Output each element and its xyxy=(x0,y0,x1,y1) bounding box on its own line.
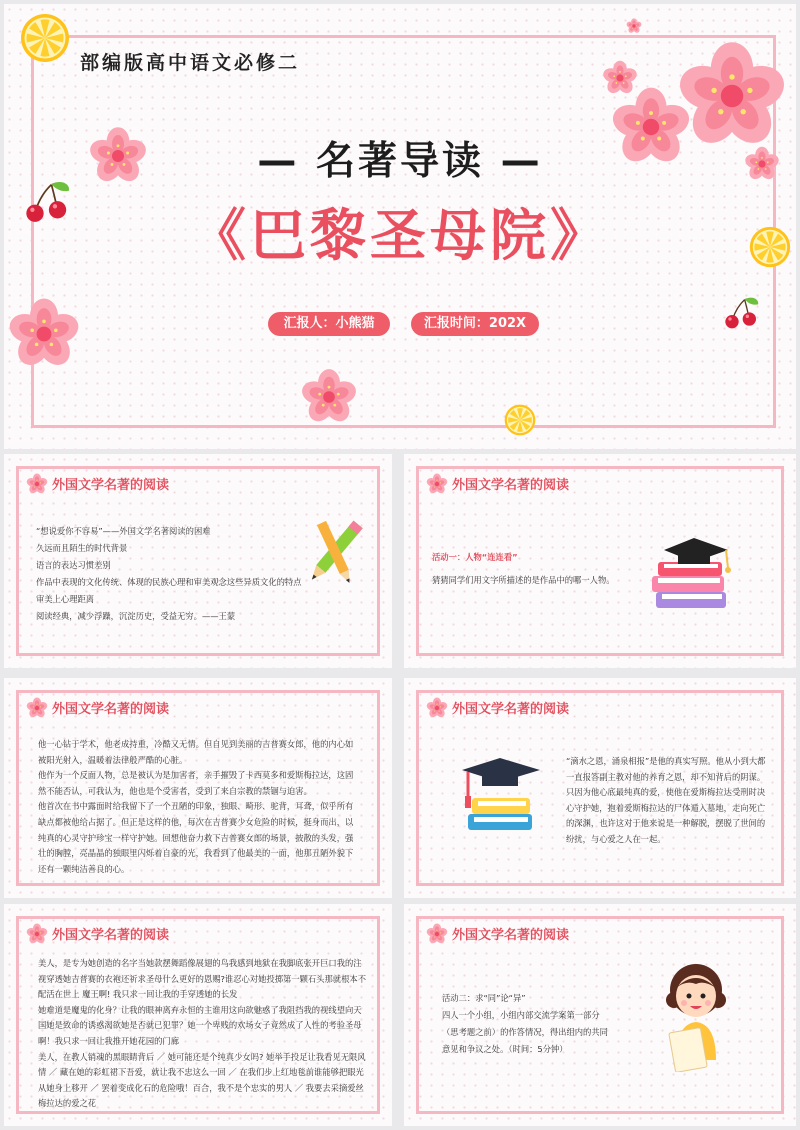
paragraph: 他一心钻于学术，他老成持重，冷酷又无情。但自见到美丽的吉普赛女郎，他的内心如被阳光射入，温暖着法律般严酷的心脏。 xyxy=(38,739,354,765)
list-item: 意见和争议之处。（时间：5分钟） xyxy=(442,1044,568,1054)
flower-icon xyxy=(26,473,48,495)
slide-title: 外国文学名著的阅读 xyxy=(452,478,570,493)
list-item: 四人一个小组，小组内部交流学案第一部分 xyxy=(442,1010,600,1020)
paragraph: 她难道是魔鬼的化身？让我的眼神离弃永恒的主谁用这向欲魅惑了我阻挡我的视线望向天国她是致命的诱惑渴欲她是否就已犯罪？她一个卑贱的欢场女子竟然成了人性的考验圣母啊！我只求一回让我推开她花园的门廊 xyxy=(38,1004,362,1046)
books-graduation-cap-icon xyxy=(460,756,544,838)
lemon-slice-icon xyxy=(504,404,536,436)
list-item: 语言的表达习惯差别 xyxy=(36,560,111,570)
paragraph: 美人，是专为她创造的名字当她款摆舞蹈像展翅的鸟我感到地狱在我脚底张开巨口我的注视穿透她吉普赛的衣袍还祈求圣母什么更好的恩赐?谁忍心对她投掷第一颗石头那就根本不配活在世上 魔王啊! 我只求一回让我的手穿透她的长发 xyxy=(38,958,366,1000)
flower-icon xyxy=(602,60,638,96)
books-graduation-cap-icon xyxy=(648,534,748,618)
flower-icon xyxy=(300,368,358,426)
slide-title: 外国文学名著的阅读 xyxy=(52,702,170,717)
flower-icon xyxy=(426,923,448,945)
cherry-icon xyxy=(722,296,762,330)
subject-heading: 部编版高中语文必修二 xyxy=(80,52,301,74)
lemon-slice-icon xyxy=(20,13,70,63)
list-item: 久远而且陌生的时代背景 xyxy=(36,543,128,553)
cover-title: — 名著导读 — xyxy=(257,139,543,184)
activity-label: 活动一：人物“连连看” xyxy=(432,552,518,562)
slide-title: 外国文学名著的阅读 xyxy=(452,702,570,717)
girl-reading-icon xyxy=(664,960,728,1072)
slide-title: 外国文学名著的阅读 xyxy=(52,928,170,943)
flower-icon xyxy=(7,297,81,371)
time-tag: 汇报时间：202X xyxy=(411,312,539,336)
flower-icon xyxy=(26,697,48,719)
cover-slide xyxy=(4,4,796,449)
activity-two-text xyxy=(442,990,662,1058)
list-item: “想说爱你不容易”——外国文学名著阅读的困难 xyxy=(36,526,211,536)
paragraph: 美人，在教人销魂的黑眼睛背后 ／ 她可能还是个纯真少女吗? 她举手投足让我看见无限风情 ／ 藏在她的彩虹裙下吾爱，就让我不忠这么一回 ／ 在我们步上红地毯前谁能够把眼光从她身上移开 ／ 罢着变成化石的危险哦！百合，我不是个忠实的男人 ／ 我要去采摘爱丝梅拉达的爱之花 xyxy=(38,1051,366,1109)
paragraph: 他作为一个反面人物，总是被认为是加害者，亲手摧毁了卡西莫多和爱斯梅拉达，这固然不能否认，可我认为，他也是个受害者，受到了来自宗教的禁锢与迫害。 xyxy=(38,770,354,796)
flower-icon xyxy=(26,923,48,945)
analysis-text xyxy=(38,737,358,877)
slide-quasimodo xyxy=(404,678,796,898)
lyrics-text xyxy=(38,956,366,1112)
reporter-tag: 汇报人：小熊猫 xyxy=(268,312,390,336)
slide-activity-two xyxy=(404,904,796,1126)
quasimodo-text: “滴水之恩，涌泉相报”是他的真实写照。他从小到大都一直报答副主教对他的养育之恩，却不知背后的阴谋。只因为他心底最纯真的爱，使他在爱斯梅拉达受刑时决心守护她，抱着爱斯梅拉达的尸体遁入墓地，走向死亡的深渊，也许这对于他来说是一种解脱，摆脱了世间的纷扰，与心爱之人在一起。 xyxy=(566,756,766,844)
slide-title: 外国文学名著的阅读 xyxy=(452,928,570,943)
flower-icon xyxy=(426,473,448,495)
list-item: 审美上心理距离 xyxy=(36,594,95,604)
activity-text: 猜猜同学们用文字所描述的是作品中的哪一人物。 xyxy=(432,575,615,585)
slide-activity-one xyxy=(404,454,796,668)
slide-belle-lyrics xyxy=(4,904,392,1126)
slide-title: 外国文学名著的阅读 xyxy=(52,478,170,493)
slide-character-analysis xyxy=(4,678,392,898)
list-item: 作品中表现的文化传统、体现的民族心理和审美观念这些异质文化的特点 xyxy=(36,577,302,587)
flower-icon xyxy=(626,18,642,34)
pencil-icon xyxy=(304,514,366,590)
slide-reading-difficulty xyxy=(4,454,392,668)
paragraph: 他首次在书中露面时给我留下了一个丑陋的印象，独眼、畸形、驼背，耳聋，似乎所有缺点都被他给占据了。但正是这样的他，每次在吉普赛少女危险的时候，挺身而出，以纯真的心灵守护珍宝一样守护她。回想他奋力救下吉普赛女郎的场景，披散的头发，强壮的胸膛，亮晶晶的独眼里闪烁着自豪的光，我看到了他最美的一面，他那丑陋外貌下还有一颗纯洁善良的心。 xyxy=(38,801,354,874)
list-item: （思考题之前）的作答情况，得出组内的共同 xyxy=(442,1027,608,1037)
list-item: 阅读经典，减少浮躁，沉淀历史，受益无穷。——王蒙 xyxy=(36,611,236,621)
list-item: 活动二：求“同”论“异” xyxy=(442,993,526,1003)
difficulty-list xyxy=(36,523,336,625)
book-title: 《巴黎圣母院》 xyxy=(190,204,610,269)
flower-icon xyxy=(426,697,448,719)
